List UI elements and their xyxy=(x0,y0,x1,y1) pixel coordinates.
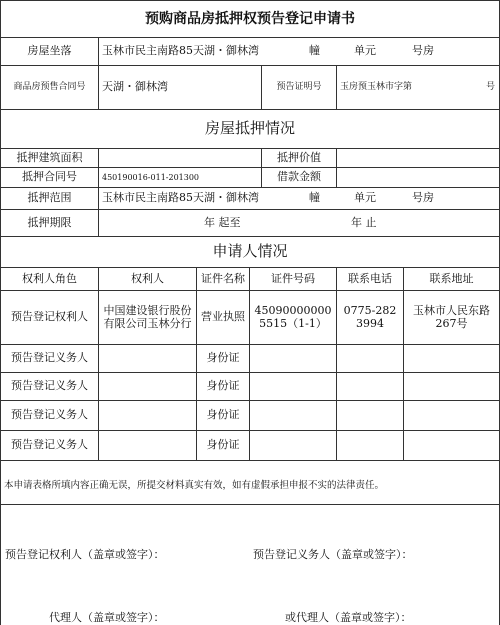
table-row-doc-no xyxy=(249,372,337,401)
header-role: 权利人角色 xyxy=(0,267,99,291)
header-holder: 权利人 xyxy=(98,267,197,291)
presale-contract-label: 商品房预售合同号 xyxy=(0,65,99,110)
scope-unit-unit: 单元 xyxy=(354,191,376,205)
table-row-doc-no xyxy=(249,430,337,461)
right-holder-signature: 预告登记权利人（盖章或签字）： xyxy=(5,548,165,561)
mortgage-period-label: 抵押期限 xyxy=(0,209,99,237)
header-doc-no: 证件号码 xyxy=(249,267,337,291)
table-row-doc-no xyxy=(249,344,337,373)
location-label: 房屋坐落 xyxy=(0,37,99,66)
table-row-doc-type: 身份证 xyxy=(196,430,250,461)
mortgage-scope-label: 抵押范围 xyxy=(0,187,99,210)
mortgage-area-label: 抵押建筑面积 xyxy=(0,148,99,168)
location-room-unit: 号房 xyxy=(412,44,434,58)
mortgage-scope-value-cell xyxy=(98,187,500,210)
table-row-address xyxy=(403,400,500,431)
mortgage-scope-value: 玉林市民主南路85天湖・御林湾 xyxy=(102,191,259,205)
header-doc-type: 证件名称 xyxy=(196,267,250,291)
mortgage-contract-value: 450190016-011-201300 xyxy=(98,167,262,188)
table-row-phone xyxy=(336,372,404,401)
table-row-phone: 0775-2823994 xyxy=(336,290,404,345)
mortgage-area-value xyxy=(98,148,262,168)
period-start: 年 起至 xyxy=(204,215,241,229)
table-row-address: 玉林市人民东路267号 xyxy=(403,290,500,345)
agent-signature: 代理人（盖章或签字）： xyxy=(49,611,165,624)
table-row-holder xyxy=(98,344,197,373)
table-row-holder xyxy=(98,400,197,431)
table-row-address xyxy=(403,372,500,401)
period-end: 年 止 xyxy=(351,215,377,229)
form-title: 预购商品房抵押权预告登记申请书 xyxy=(0,0,500,38)
table-row-role: 预告登记义务人 xyxy=(0,400,99,431)
table-row-doc-no xyxy=(249,400,337,431)
table-row-doc-type: 身份证 xyxy=(196,372,250,401)
table-row-phone xyxy=(336,400,404,431)
table-row-doc-type: 身份证 xyxy=(196,400,250,431)
table-row-role: 预告登记权利人 xyxy=(0,290,99,345)
table-row-address xyxy=(403,344,500,373)
notice-cert-label: 预告证明号 xyxy=(261,65,337,110)
loan-amount-label: 借款金额 xyxy=(261,167,337,188)
mortgage-contract-label: 抵押合同号 xyxy=(0,167,99,188)
table-row-doc-type: 营业执照 xyxy=(196,290,250,345)
location-value: 玉林市民主南路85天湖・御林湾 xyxy=(102,44,259,58)
table-row-role: 预告登记义务人 xyxy=(0,430,99,461)
table-row-phone xyxy=(336,430,404,461)
obligor-signature: 预告登记义务人（盖章或签字）： xyxy=(253,548,413,561)
location-unit-unit: 单元 xyxy=(354,44,376,58)
header-address: 联系地址 xyxy=(403,267,500,291)
table-row-role: 预告登记义务人 xyxy=(0,344,99,373)
scope-room-unit: 号房 xyxy=(412,191,434,205)
mortgage-section-title: 房屋抵押情况 xyxy=(0,109,500,149)
table-row-holder xyxy=(98,372,197,401)
table-row-phone xyxy=(336,344,404,373)
table-row-address xyxy=(403,430,500,461)
mortgage-value-value xyxy=(336,148,500,168)
mortgage-period-value-cell xyxy=(98,209,500,237)
table-row-doc-no: 450900000005515（1-1） xyxy=(249,290,337,345)
header-phone: 联系电话 xyxy=(336,267,404,291)
scope-building-unit: 幢 xyxy=(309,191,320,205)
presale-contract-value: 天湖・御林湾 xyxy=(98,65,262,110)
signature-block xyxy=(0,504,500,625)
notice-cert-value: 玉房预玉林市字第 xyxy=(340,82,413,93)
table-row-holder xyxy=(98,430,197,461)
alt-agent-signature: 或代理人（盖章或签字）： xyxy=(285,611,412,624)
notice-cert-value-cell xyxy=(336,65,500,110)
table-row-doc-type: 身份证 xyxy=(196,344,250,373)
declaration-block xyxy=(0,460,500,505)
notice-cert-suffix: 号 xyxy=(485,82,495,93)
declaration-text: 本申请表格所填内容正确无误，所提交材料真实有效，如有虚假承担申报不实的法律责任。 xyxy=(4,480,385,491)
applicant-section-title: 申请人情况 xyxy=(0,236,500,268)
table-row-holder: 中国建设银行股份有限公司玉林分行 xyxy=(98,290,197,345)
location-value-cell xyxy=(98,37,500,66)
mortgage-value-label: 抵押价值 xyxy=(261,148,337,168)
loan-amount-value xyxy=(336,167,500,188)
location-building-unit: 幢 xyxy=(309,44,320,58)
table-row-role: 预告登记义务人 xyxy=(0,372,99,401)
